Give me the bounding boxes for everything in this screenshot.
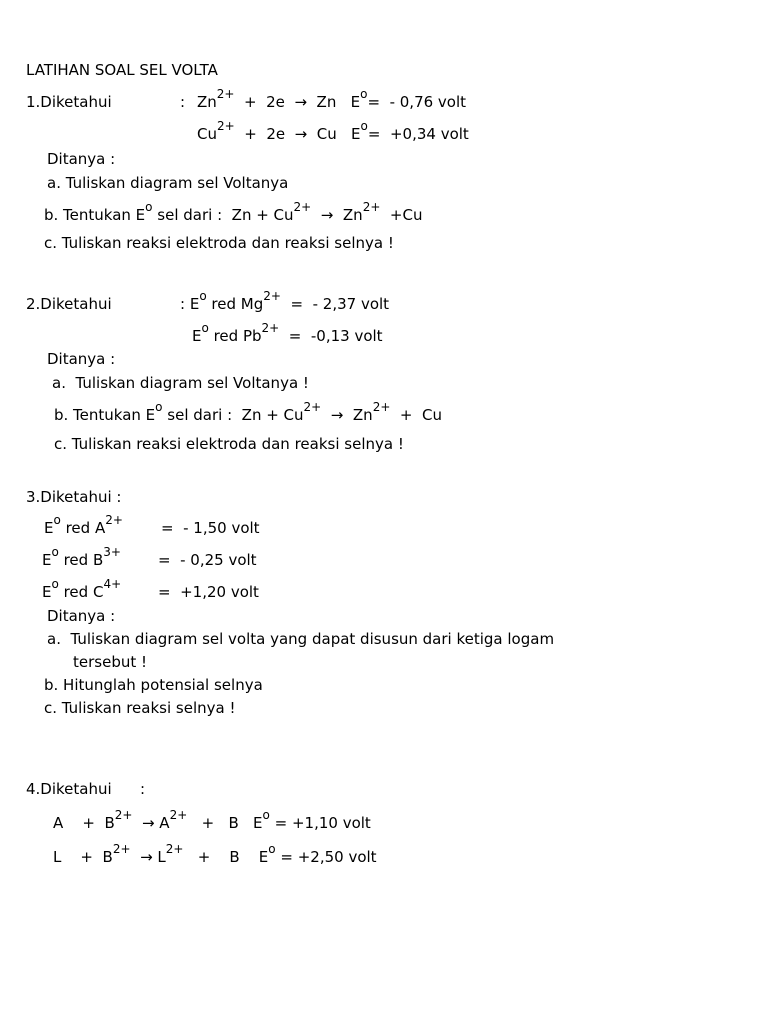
q3-item-a-continued: tersebut ! — [73, 653, 148, 671]
q3-equation-2: $E^o$ red $B^{3+}$ — [42, 545, 121, 569]
q3-equation-1: $E^o$ red $A^{2+}$ — [44, 513, 123, 537]
q1-item-a: a. Tuliskan diagram sel Voltanya — [47, 174, 289, 192]
q2-item-b: b. Tentukan $E^o$ sel dari : $Zn + Cu^{2+} \to Zn^{2+} + Cu$ — [54, 400, 443, 424]
q3-equation-2-value: = - 0,25 volt — [158, 551, 257, 569]
q3-equation-1-value: = - 1,50 volt — [161, 519, 260, 537]
q3-number: 3.Diketahui : — [26, 488, 122, 506]
q2-equation-2: $E^o$ red $Pb^{2+} = -0,13$ volt — [192, 321, 383, 345]
q3-equation-3-value: = +1,20 volt — [158, 583, 259, 601]
q1-item-c: c. Tuliskan reaksi elektroda dan reaksi selnya ! — [44, 234, 394, 252]
q1-item-b: b. Tentukan $E^o$ sel dari : $Zn + Cu^{2+} \to Zn^{2+} +Cu$ — [44, 200, 423, 224]
q1-ditanya: Ditanya : — [47, 150, 116, 168]
q2-equation-1: : $E^o$ red $Mg^{2+}$ = - 2,37 volt — [180, 289, 390, 313]
q2-item-a: a. Tuliskan diagram sel Voltanya ! — [52, 374, 309, 392]
q4-number: 4.Diketahui — [26, 780, 112, 798]
q3-item-b: b. Hitunglah potensial selnya — [44, 676, 263, 694]
q2-number: 2.Diketahui — [26, 295, 112, 313]
q4-colon: : — [140, 780, 146, 798]
q1-equation-2: $Cu^{2+} + 2e \to Cu$ $E^o= +0,34$ volt — [197, 119, 469, 143]
q1-colon: : — [180, 93, 186, 111]
q3-item-a: a. Tuliskan diagram sel volta yang dapat disusun dari ketiga logam — [47, 630, 555, 648]
q1-equation-1: $Zn^{2+} + 2e \to Zn$ $E^o= - 0,76$ volt — [197, 87, 467, 111]
q4-equation-2: L + $B^{2+} \to L^{2+}$ + B $E^o = +2,50$ volt — [53, 842, 377, 866]
q2-ditanya: Ditanya : — [47, 350, 116, 368]
q3-equation-3: $E^o$ red $C^{4+}$ — [42, 577, 122, 601]
q1-number: 1.Diketahui — [26, 93, 112, 111]
q4-equation-1: A + $B^{2+} \to A^{2+} + B$ $E^o = +1,10$ volt — [53, 808, 371, 832]
page-title: LATIHAN SOAL SEL VOLTA — [26, 61, 218, 79]
q3-ditanya: Ditanya : — [47, 607, 116, 625]
q2-item-c: c. Tuliskan reaksi elektroda dan reaksi selnya ! — [54, 435, 404, 453]
q3-item-c: c. Tuliskan reaksi selnya ! — [44, 699, 236, 717]
